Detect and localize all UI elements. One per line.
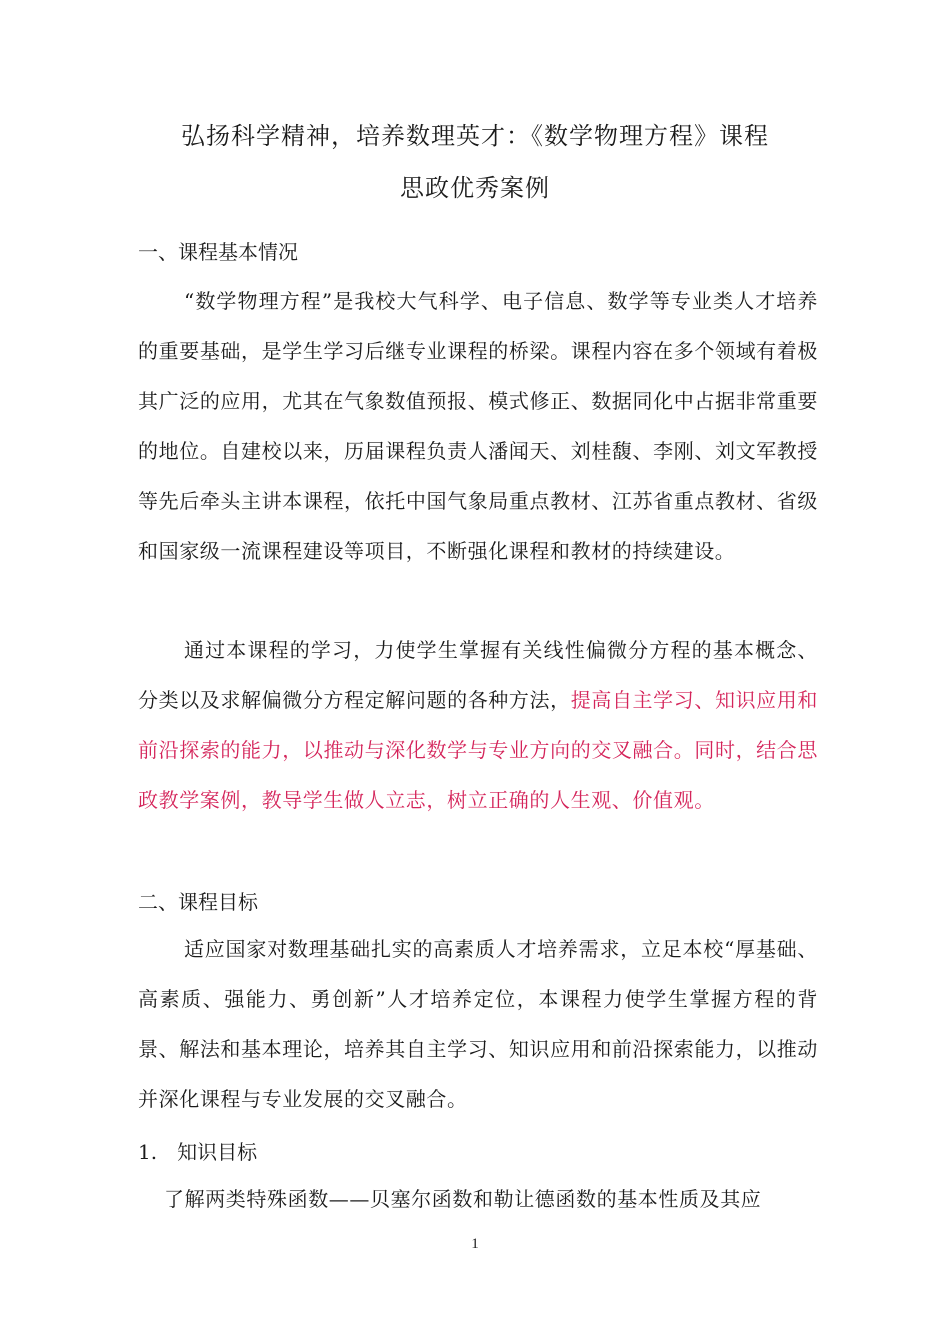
page-number: 1 <box>471 1236 479 1252</box>
section1-heading: 一、课程基本情况 <box>138 240 298 264</box>
section2-sub1-heading: 1. 知识目标 <box>138 1140 258 1164</box>
section2-heading: 二、课程目标 <box>138 890 258 914</box>
section1-paragraph2-text: 通过本课程的学习，力使学生掌握有关线性偏微分方程的基本概念、分类以及求解偏微分方程定解问题的各种方法， <box>138 638 818 712</box>
section2-sub1-paragraph: 了解两类特殊函数——贝塞尔函数和勒让德函数的基本性质及其应 <box>164 1187 762 1211</box>
document-title-line2: 思政优秀案例 <box>400 174 550 202</box>
section1-paragraph2-highlight: 提高自主学习、知识应用和前沿探索的能力，以推动与深化数学与专业方向的交叉融合。同时，结合思政教学案例，教导学生做人立志，树立正确的人生观、价值观。 <box>138 688 818 812</box>
section1-paragraph2 <box>138 625 818 825</box>
section1-paragraph1: “数学物理方程”是我校大气科学、电子信息、数学等专业类人才培养的重要基础，是学生学习后继专业课程的桥梁。课程内容在多个领域有着极其广泛的应用，尤其在气象数值预报、模式修正、数据同化中占据非常重要的地位。自建校以来，历届课程负责人潘闻天、刘桂馥、李刚、刘文军教授等先后牵头主讲本课程，依托中国气象局重点教材、江苏省重点教材、省级和国家级一流课程建设等项目，不断强化课程和教材的持续建设。 <box>138 289 818 563</box>
section2-paragraph1: 适应国家对数理基础扎实的高素质人才培养需求，立足本校“厚基础、高素质、强能力、勇创新”人才培养定位，本课程力使学生掌握方程的背景、解法和基本理论，培养其自主学习、知识应用和前沿探索能力，以推动并深化课程与专业发展的交叉融合。 <box>138 937 818 1111</box>
document-title-line1: 弘扬科学精神，培养数理英才：《数学物理方程》课程 <box>181 122 769 150</box>
